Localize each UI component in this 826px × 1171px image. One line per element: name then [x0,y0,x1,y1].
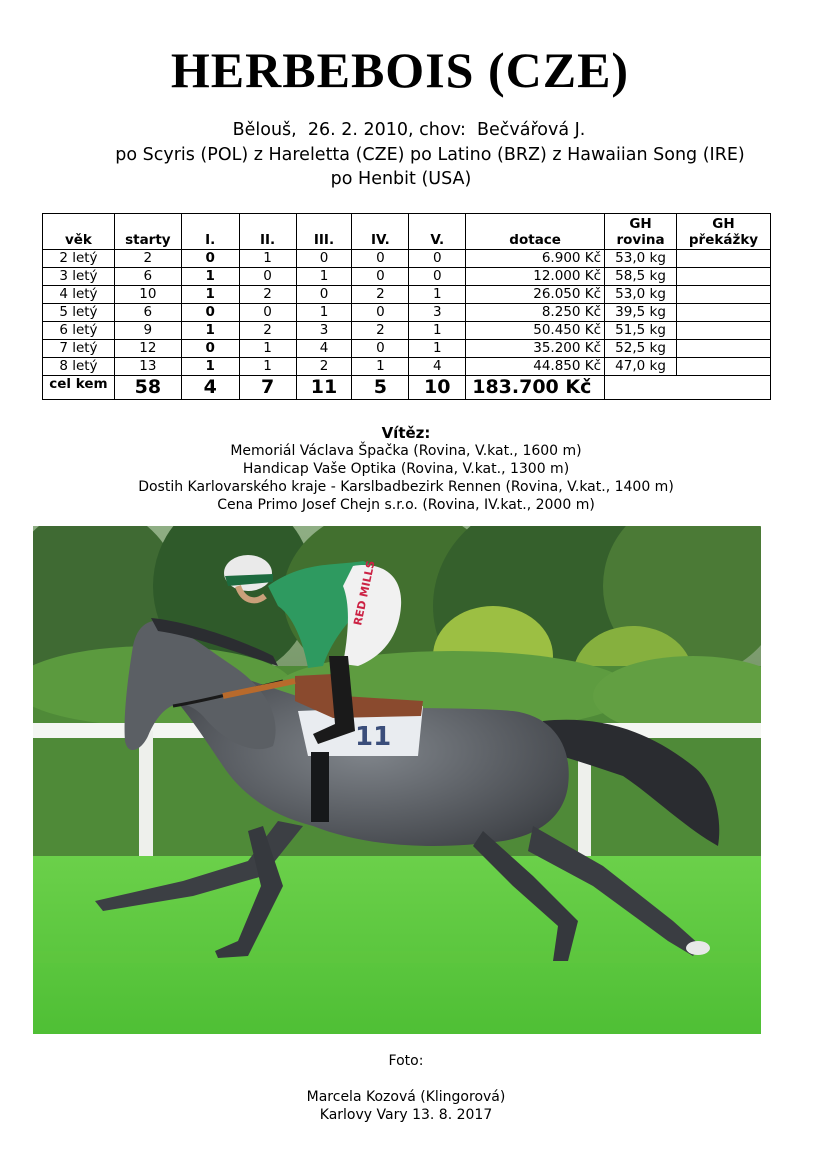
header-age: věk [43,214,115,250]
cell-third-place: 1 [296,304,352,322]
cell-starts: 13 [114,358,181,376]
table-row [43,304,771,322]
cell-second-place: 1 [239,250,296,268]
table-row [43,268,771,286]
cell-third-place: 3 [296,322,352,340]
cell-fourth-place: 0 [352,250,409,268]
photo-caption-label: Foto: [388,1053,424,1069]
header-gh-jump: GH překážky [677,214,771,250]
cell-first-place: 0 [181,250,239,268]
total-empty [605,376,771,400]
cell-prize-money: 44.850 Kč [466,358,605,376]
table-header-row [43,214,771,250]
cell-third-place: 1 [296,268,352,286]
cell-second-place: 1 [239,340,296,358]
total-second: 7 [239,376,296,400]
cell-gh-flat: 47,0 kg [605,358,677,376]
cell-fifth-place: 0 [409,250,466,268]
header-second: II. [239,214,296,250]
cell-age: 6 letý [43,322,115,340]
winner-title: Vítěz: [381,424,431,442]
total-fifth: 10 [409,376,466,400]
cell-age: 5 letý [43,304,115,322]
total-third: 11 [296,376,352,400]
table-row [43,322,771,340]
cell-age: 4 letý [43,286,115,304]
cell-fifth-place: 4 [409,358,466,376]
table-row [43,250,771,268]
horse-photo-illustration [33,526,761,1034]
cell-age: 8 letý [43,358,115,376]
cell-fourth-place: 0 [352,304,409,322]
table-row [43,358,771,376]
pedigree-line: po Scyris (POL) z Hareletta (CZE) po Latino (BRZ) z Hawaiian Song (IRE) [115,145,745,165]
cell-starts: 6 [114,304,181,322]
photo-author: Marcela Kozová (Klingorová) [306,1089,506,1105]
cell-third-place: 2 [296,358,352,376]
cell-fifth-place: 1 [409,340,466,358]
cell-second-place: 2 [239,286,296,304]
cell-age: 3 letý [43,268,115,286]
cell-prize-money: 6.900 Kč [466,250,605,268]
table-total-row [43,376,771,400]
header-third: III. [296,214,352,250]
cell-gh-flat: 51,5 kg [605,322,677,340]
total-label: cel kem [43,376,115,400]
total-fourth: 5 [352,376,409,400]
cell-gh-flat: 58,5 kg [605,268,677,286]
cell-first-place: 1 [181,286,239,304]
winner-race-4: Cena Primo Josef Chejn s.r.o. (Rovina, IV.kat., 2000 m) [217,497,595,513]
horse-photo [33,526,761,1034]
saddle-cloth-number: 11 [355,722,392,752]
pedigree-line-2: po Henbit (USA) [330,169,472,189]
cell-prize-money: 50.450 Kč [466,322,605,340]
cell-gh-flat: 52,5 kg [605,340,677,358]
cell-gh-flat: 53,0 kg [605,286,677,304]
cell-gh-jump [677,286,771,304]
cell-gh-jump [677,304,771,322]
cell-first-place: 1 [181,268,239,286]
cell-gh-flat: 39,5 kg [605,304,677,322]
cell-fifth-place: 1 [409,322,466,340]
cell-gh-jump [677,322,771,340]
cell-first-place: 0 [181,340,239,358]
cell-third-place: 0 [296,286,352,304]
cell-gh-jump [677,250,771,268]
jockey-silks-text: RED MILLS [351,559,378,627]
horse-info-line: Bělouš, 26. 2. 2010, chov: Bečvářová J. [232,120,586,140]
photo-place-date: Karlovy Vary 13. 8. 2017 [319,1107,493,1123]
cell-prize-money: 8.250 Kč [466,304,605,322]
winner-section [0,424,812,514]
cell-fourth-place: 2 [352,286,409,304]
cell-second-place: 0 [239,268,296,286]
table-body [43,250,771,376]
cell-second-place: 2 [239,322,296,340]
cell-fifth-place: 1 [409,286,466,304]
cell-fifth-place: 0 [409,268,466,286]
cell-fourth-place: 0 [352,340,409,358]
header-fifth: V. [409,214,466,250]
cell-fourth-place: 1 [352,358,409,376]
header-gh-flat: GH rovina [605,214,677,250]
cell-starts: 9 [114,322,181,340]
cell-gh-jump [677,358,771,376]
cell-prize-money: 35.200 Kč [466,340,605,358]
total-money: 183.700 Kč [466,376,605,400]
cell-first-place: 1 [181,322,239,340]
cell-starts: 12 [114,340,181,358]
header-money: dotace [466,214,605,250]
table-row [43,286,771,304]
cell-prize-money: 26.050 Kč [466,286,605,304]
header-starts: starty [114,214,181,250]
total-starts: 58 [114,376,181,400]
cell-second-place: 0 [239,304,296,322]
cell-prize-money: 12.000 Kč [466,268,605,286]
cell-fifth-place: 3 [409,304,466,322]
cell-gh-jump [677,268,771,286]
cell-age: 7 letý [43,340,115,358]
cell-starts: 6 [114,268,181,286]
total-first: 4 [181,376,239,400]
page-title: HERBEBOIS (CZE) [170,42,630,98]
cell-first-place: 0 [181,304,239,322]
winner-race-3: Dostih Karlovarského kraje - Karslbadbezirk Rennen (Rovina, V.kat., 1400 m) [138,479,674,495]
winner-race-2: Handicap Vaše Optika (Rovina, V.kat., 1300 m) [242,461,570,477]
cell-starts: 10 [114,286,181,304]
cell-second-place: 1 [239,358,296,376]
cell-third-place: 0 [296,250,352,268]
cell-third-place: 4 [296,340,352,358]
cell-age: 2 letý [43,250,115,268]
table-row [43,340,771,358]
header-first: I. [181,214,239,250]
header-fourth: IV. [352,214,409,250]
race-statistics-table [42,213,771,400]
cell-gh-flat: 53,0 kg [605,250,677,268]
cell-first-place: 1 [181,358,239,376]
cell-fourth-place: 2 [352,322,409,340]
cell-starts: 2 [114,250,181,268]
cell-gh-jump [677,340,771,358]
cell-fourth-place: 0 [352,268,409,286]
winner-race-1: Memoriál Václava Špačka (Rovina, V.kat., 1600 m) [230,443,582,459]
